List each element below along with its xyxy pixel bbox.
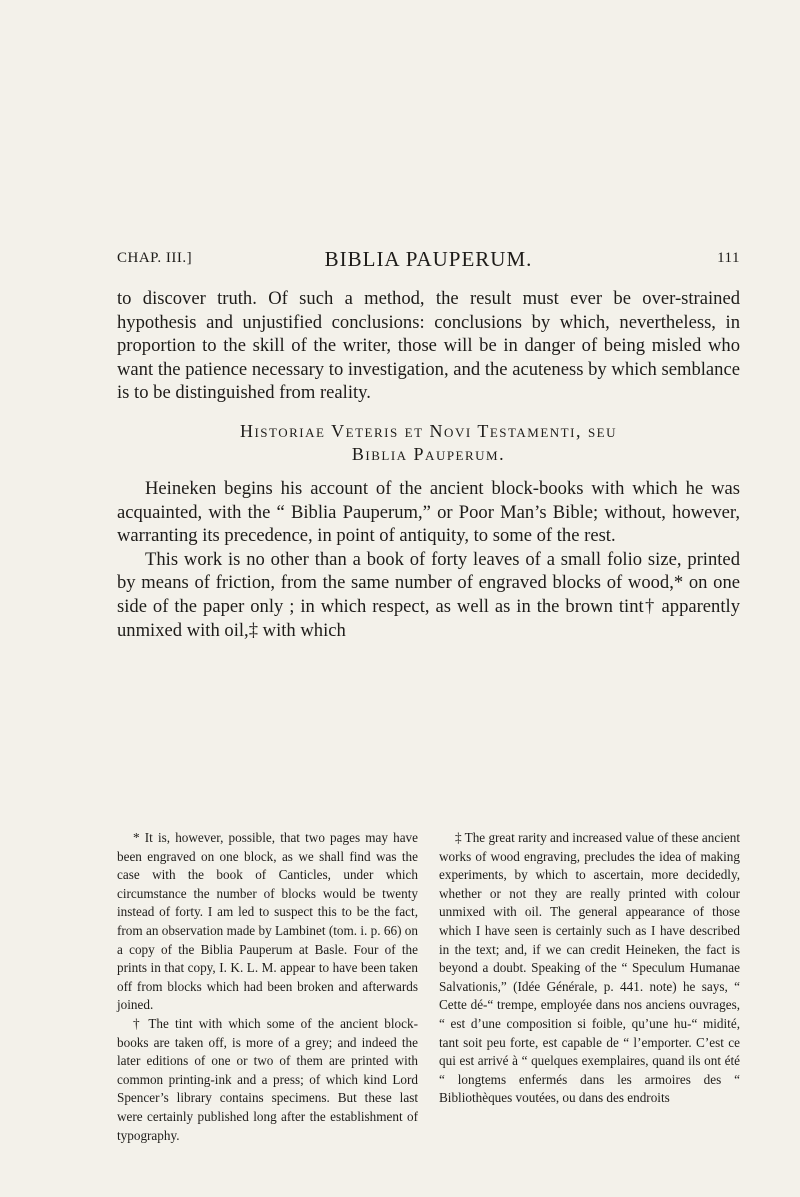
footnote-dagger: † The tint with which some of the ancient block-books are taken off, is more of a grey; and indeed the later editions of one or two of them are printed with common printing-ink and a press; of which kind Lord Spencer’s library contains specimens. But these last were certainly published long after the establishment of typography.: [117, 1015, 418, 1143]
paragraph-continued: to discover truth. Of such a method, the result must ever be over-strained hypothesis and unjustified conclusions: conclusions by which, nevertheless, in proportion to the skill of the writer, those will be in danger of being misled who want the patience necessary to investigation, and the acuteness by which semblance is to be distinguished from reality.: [117, 288, 740, 404]
page-number: 111: [717, 250, 740, 266]
footnotes-left-column: [117, 829, 418, 1145]
paragraph-heineken: Heineken begins his account of the ancient block-books with which he was acquainted, with the “ Biblia Pauperum,” or Poor Man’s Bible; without, however, warranting its precedence, in point of antiquity, to some of the rest.: [117, 477, 740, 547]
chapter-label: CHAP. III.]: [117, 250, 193, 266]
section-title: [117, 420, 740, 466]
footnote-asterisk: * It is, however, possible, that two pages may have been engraved on one block, as we shall find was the case with the book of Canticles, under which circumstance the number of blocks would be twenty instead of forty. I am led to suspect this to be the fact, from an observation made by Lambinet (tom. i. p. 66) on a copy of the Biblia Pauperum at Basle. Four of the prints in that copy, I. K. L. M. appear to have been taken off from blocks which had been broken and afterwards joined.: [117, 830, 418, 1013]
running-header: [117, 248, 740, 274]
running-title: BIBLIA PAUPERUM.: [324, 247, 533, 271]
main-text: [117, 287, 740, 642]
footnote-double-dagger: ‡ The great rarity and increased value of these ancient works of wood engraving, precludes the idea of making experiments, by which to ascertain, more decidedly, whether or not they are really printed with colour unmixed with oil. The general appearance of those which I have seen is certainly such as I have described in the text; and, if we can credit Heineken, the fact is beyond a doubt. Speaking of the “ Speculum Humanae Salvationis,” (Idée Générale, p. 441. note) he says, “ Cette dé-“ trempe, employée dans nos anciens ouvrages, “ est d’une composition si foible, qu’une hu-“ midité, tant soit peu forte, est capable de “ l’emporter. C’est ce qui est arrivé à “ quelques exemplaires, quand ils ont été “ longtems enfermés dans les armoires des “ Bibliothèques voutées, ou dans des endroits: [439, 830, 740, 1106]
footnotes: [117, 829, 740, 1145]
section-title-line-1: Historiae Veteris et Novi Testamenti, seu: [239, 420, 618, 441]
footnotes-right-column: [439, 829, 740, 1145]
section-title-line-2: Biblia Pauperum.: [351, 443, 506, 464]
paragraph-forty-leaves: This work is no other than a book of forty leaves of a small folio size, printed by means of friction, from the same number of engraved blocks of wood,* on one side of the paper only ; in which respect, as well as in the brown tint† apparently unmixed with oil,‡ with which: [117, 548, 740, 641]
